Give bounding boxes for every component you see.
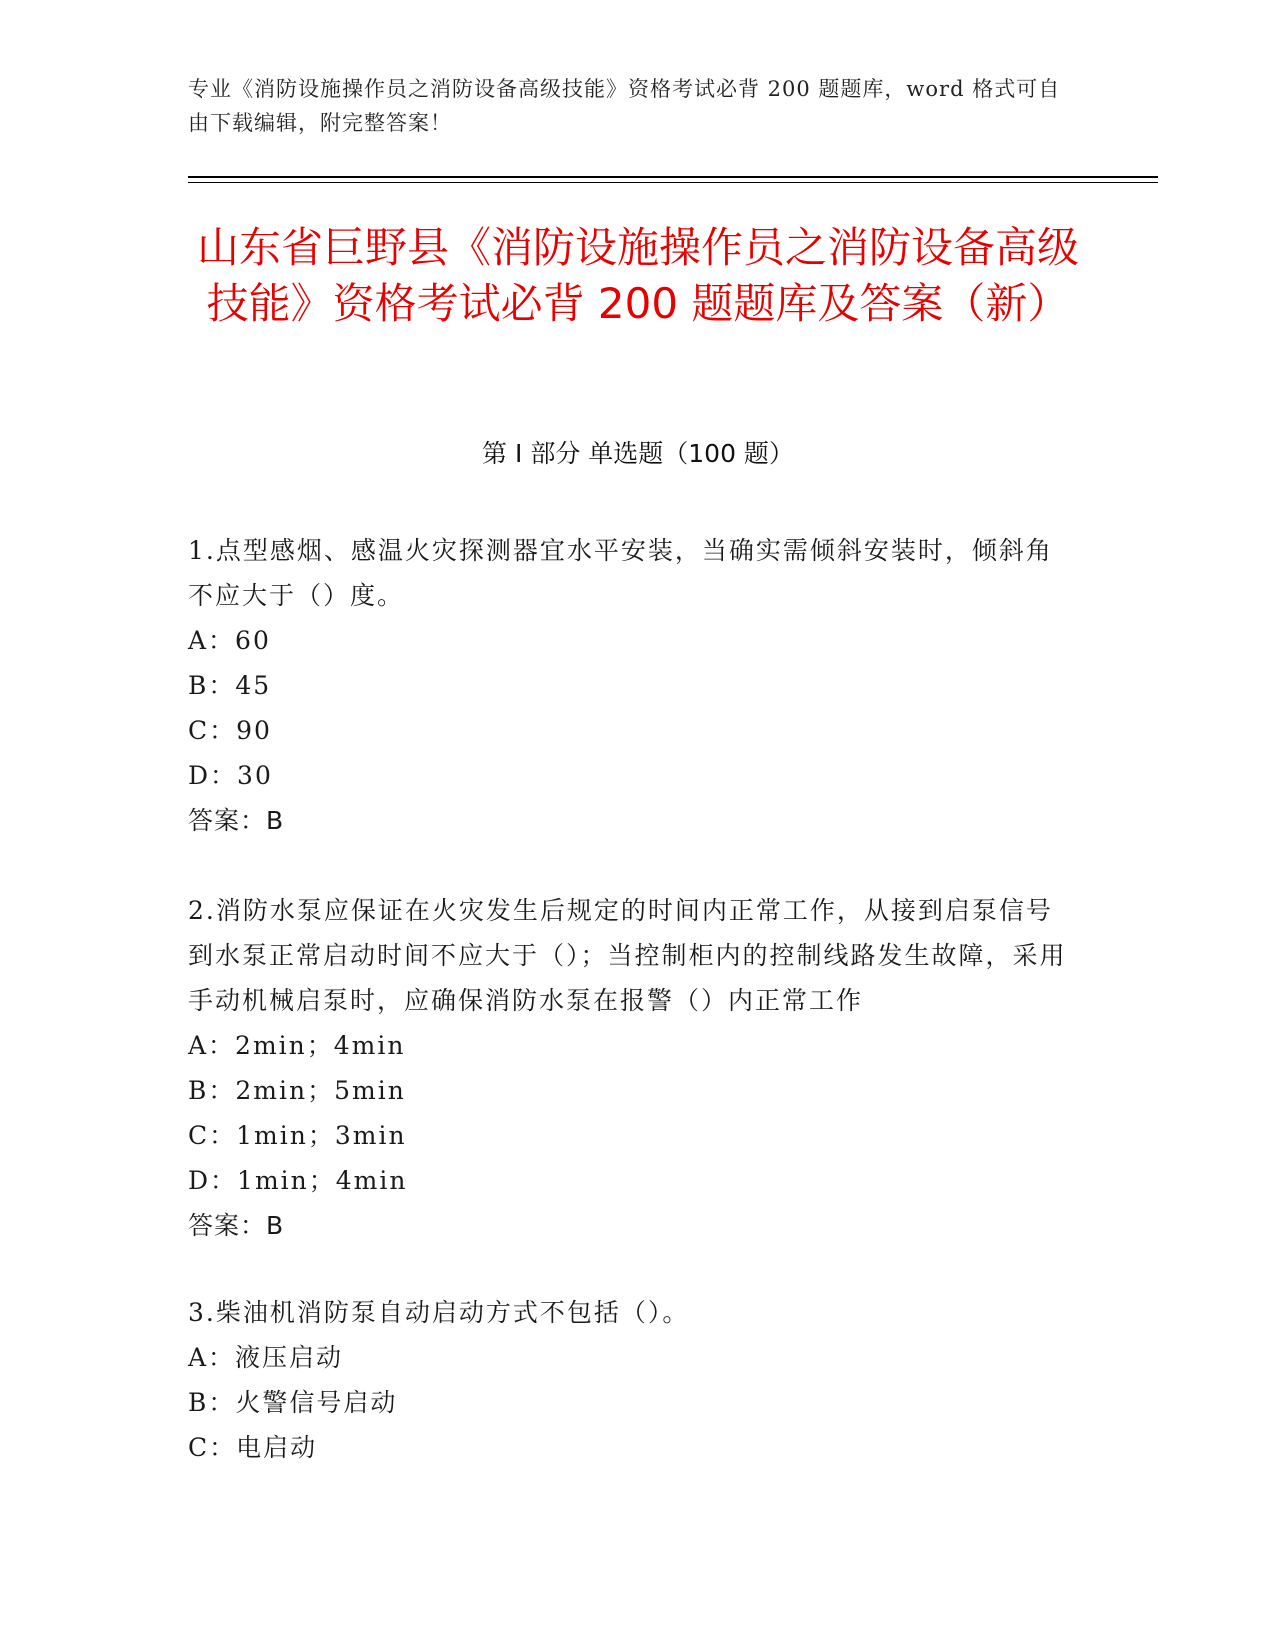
question-block [188,528,1068,843]
header-note: 专业《消防设施操作员之消防设备高级技能》资格考试必背 200 题题库，word 格式可自由下载编辑，附完整答案！ [188,77,1061,135]
question-block [188,888,1068,1248]
header-divider-thick [188,176,1158,178]
document-title: 山东省巨野县《消防设施操作员之消防设备高级技能》资格考试必背 200 题题库及答案（新） [196,223,1079,328]
option-a: A：2min；4min [188,1031,406,1060]
option-d: D：30 [188,761,273,790]
option-d: D：1min；4min [188,1166,408,1195]
option-c: C：电启动 [188,1433,318,1462]
answer-line: 答案：B [188,806,285,835]
option-b: B：45 [188,671,272,700]
option-c: C：1min；3min [188,1121,407,1150]
question-stem: 2.消防水泵应保证在火灾发生后规定的时间内正常工作，从接到启泵信号到水泵正常启动时间不应大于（）；当控制柜内的控制线路发生故障，采用手动机械启泵时，应确保消防水泵在报警（）内正常工作 [188,896,1067,1015]
answer-line: 答案：B [188,1211,285,1240]
question-stem: 3.柴油机消防泵自动启动方式不包括（）。 [188,1298,690,1327]
option-b: B：2min；5min [188,1076,406,1105]
option-a: A：液压启动 [188,1343,344,1372]
question-stem: 1.点型感烟、感温火灾探测器宜水平安装，当确实需倾斜安装时，倾斜角不应大于（）度。 [188,536,1053,610]
header-divider-thin [188,182,1158,183]
section-title: 第 I 部分 单选题（100 题） [482,439,794,468]
option-b: B：火警信号启动 [188,1388,398,1417]
question-block [188,1290,1068,1470]
option-c: C：90 [188,716,272,745]
option-a: A：60 [188,626,271,655]
